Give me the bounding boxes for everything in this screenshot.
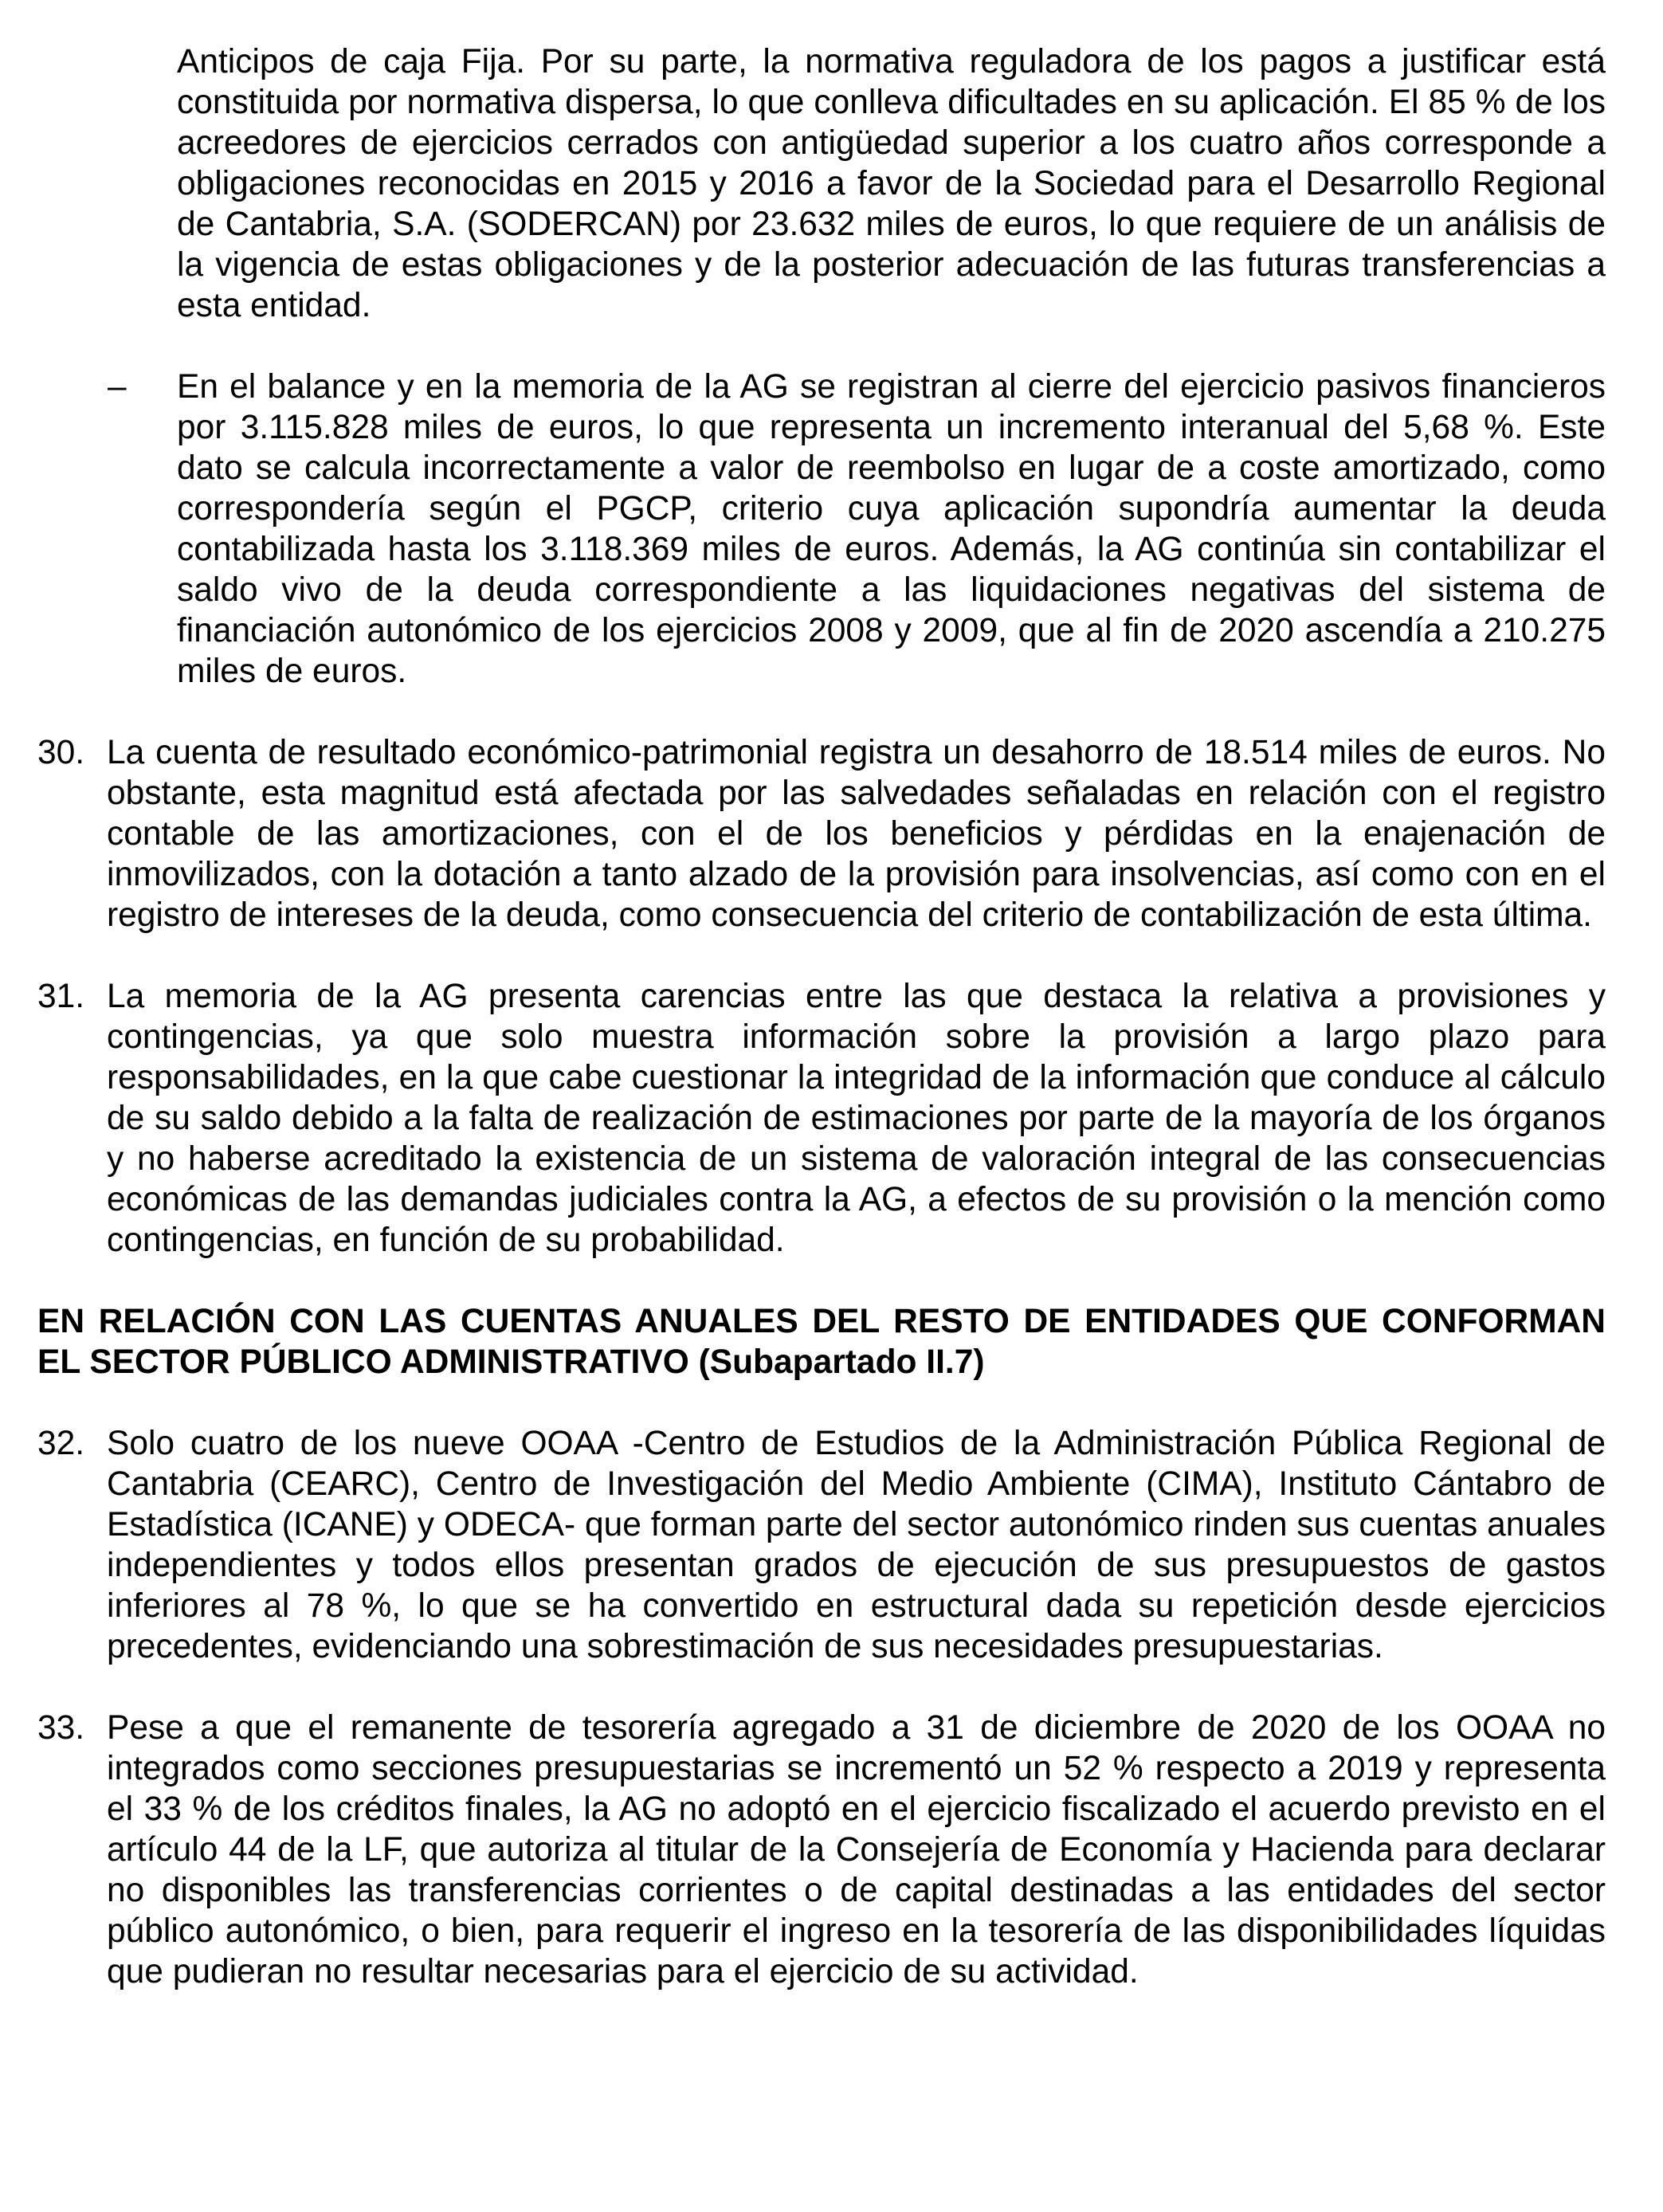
item-text: Pese a que el remanente de tesorería agregado a 31 de diciembre de 2020 de los OOAA no integrados como secciones presupuestarias se incrementó un 52 % respecto a 2019 y representa el 33 % de los créditos finales, la AG no adoptó en el ejercicio fiscalizado el acuerdo previsto en el artículo 44 de la LF, que autoriza al titular de la Consejería de Economía y Hacienda para declarar no disponibles las transferencias corrientes o de capital destinadas a las entidades del sector público autonómico, o bien, para requerir el ingreso en la tesorería de las disponibilidades líquidas que pudieran no resultar necesarias para el ejercicio de su actividad. <box>107 1709 1606 1990</box>
continuation-paragraph: Anticipos de caja Fija. Por su parte, la normativa reguladora de los pagos a justificar está constituida por normativa dispersa, lo que conlleva dificultades en su aplicación. El 85 % de los acreedores de ejercicios cerrados con antigüedad superior a los cuatro años corresponde a obligaciones reconocidas en 2015 y 2016 a favor de la Sociedad para el Desarrollo Regional de Cantabria, S.A. (SODERCAN) por 23.632 miles de euros, lo que requiere de un análisis de la vigencia de estas obligaciones y de la posterior adecuación de las futuras transferencias a esta entidad. <box>177 43 1606 324</box>
item-text: Solo cuatro de los nueve OOAA -Centro de Estudios de la Administración Pública Regional de Cantabria (CEARC), Centro de Investigación del Medio Ambiente (CIMA), Instituto Cántabro de Estadística (ICANE) y ODECA- que forman parte del sector autonómico rinden sus cuentas anuales independientes y todos ellos presentan grados de ejecución de sus presupuestos de gastos inferiores al 78 %, lo que se ha convertido en estructural dada su repetición desde ejercicios precedentes, evidenciando una sobrestimación de sus necesidades presupuestarias. <box>107 1425 1606 1665</box>
numbered-item-31 <box>37 976 1606 1261</box>
dash-list-item <box>108 367 1606 692</box>
item-text: La cuenta de resultado económico-patrimonial registra un desahorro de 18.514 miles de euros. No obstante, esta magnitud está afectada por las salvedades señaladas en relación con el registro contable de las amortizaciones, con el de los beneficios y pérdidas en la enajenación de inmovilizados, con la dotación a tanto alzado de la provisión para insolvencias, así como con en el registro de intereses de la deuda, como consecuencia del criterio de contabilización de esta última. <box>107 734 1606 934</box>
numbered-item-30 <box>37 732 1606 935</box>
item-number: 31. <box>37 978 85 1015</box>
item-text: La memoria de la AG presenta carencias entre las que destaca la relativa a provisiones y contingencias, ya que solo muestra información sobre la provisión a largo plazo para responsabilidades, en la que cabe cuestionar la integridad de la información que conduce al cálculo de su saldo debido a la falta de realización de estimaciones por parte de la mayoría de los órganos y no haberse acreditado la existencia de un sistema de valoración integral de las consecuencias económicas de las demandas judiciales contra la AG, a efectos de su provisión o la mención como contingencias, en función de su probabilidad. <box>107 978 1606 1259</box>
dash-item-text: En el balance y en la memoria de la AG se registran al cierre del ejercicio pasivos financieros por 3.115.828 miles de euros, lo que representa un incremento interanual del 5,68 %. Este dato se calcula incorrectamente a valor de reembolso en lugar de a coste amortizado, como correspondería según el PGCP, criterio cuya aplicación supondría aumentar la deuda contabilizada hasta los 3.118.369 miles de euros. Además, la AG continúa sin contabilizar el saldo vivo de la deuda correspondiente a las liquidaciones negativas del sistema de financiación autonómico de los ejercicios 2008 y 2009, que al fin de 2020 ascendía a 210.275 miles de euros. <box>177 368 1606 690</box>
numbered-item-33 <box>37 1708 1606 1992</box>
section-heading: EN RELACIÓN CON LAS CUENTAS ANUALES DEL RESTO DE ENTIDADES QUE CONFORMAN EL SECTOR PÚBLICO ADMINISTRATIVO (Subapartado II.7) <box>37 1303 1606 1381</box>
document-page <box>37 41 1606 1992</box>
item-number: 33. <box>37 1709 85 1747</box>
numbered-item-32 <box>37 1423 1606 1667</box>
item-number: 32. <box>37 1425 85 1462</box>
dash-bullet: – <box>108 368 127 406</box>
item-number: 30. <box>37 734 85 771</box>
